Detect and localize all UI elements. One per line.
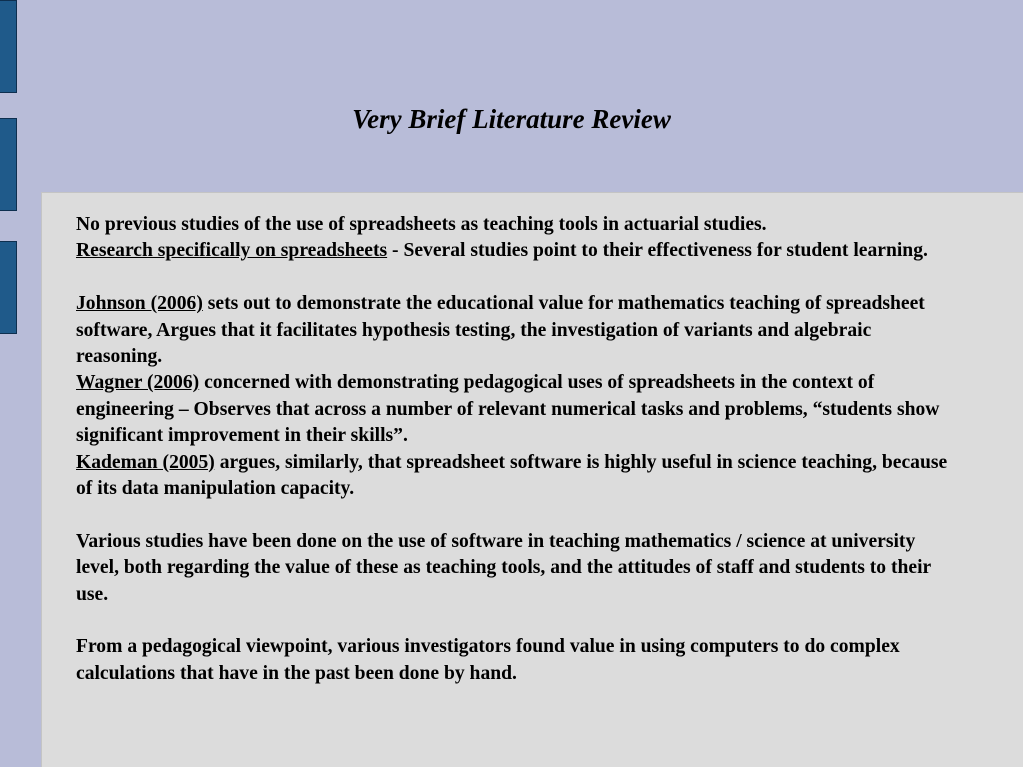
kademan-paragraph <box>76 450 956 503</box>
intro-statement: No previous studies of the use of spreadsheets as teaching tools in actuarial studies. <box>76 214 767 235</box>
wagner-paragraph <box>76 370 956 449</box>
side-tab-decoration <box>0 241 17 334</box>
johnson-paragraph <box>76 291 956 370</box>
side-tab-decoration <box>0 0 17 93</box>
research-link[interactable]: Research specifically on spreadsheets <box>76 240 388 262</box>
johnson-text: sets out to demonstrate the educational value for mathematics teaching of spreadsheet software, Argues that it facilitates hypothesis testing, the investigation of variants and algebraic reasoning. <box>76 293 925 368</box>
various-studies-paragraph: Various studies have been done on the use of software in teaching mathematics / science at university level, both regarding the value of these as teaching tools, and the attitudes of staff and students to their use. <box>76 530 931 605</box>
pedagogical-paragraph: From a pedagogical viewpoint, various investigators found value in using computers to do complex calculations that have in the past been done by hand. <box>76 636 900 684</box>
intro-paragraph <box>76 212 956 265</box>
kademan-citation-link[interactable]: Kademan (2005) <box>76 451 215 473</box>
johnson-citation-link[interactable]: Johnson (2006) <box>76 293 203 315</box>
research-text: - Several studies point to their effectiveness for student learning. <box>387 240 928 262</box>
wagner-citation-link[interactable]: Wagner (2006) <box>76 372 200 394</box>
kademan-text: argues, similarly, that spreadsheet software is highly useful in science teaching, because of its data manipulation capacity. <box>76 451 948 500</box>
slide-body <box>76 212 956 687</box>
wagner-text: concerned with demonstrating pedagogical uses of spreadsheets in the context of engineering – Observes that across a number of relevant numerical tasks and problems, “students show significant improvement in their skills”. <box>76 372 940 447</box>
slide-title: Very Brief Literature Review <box>352 104 671 134</box>
